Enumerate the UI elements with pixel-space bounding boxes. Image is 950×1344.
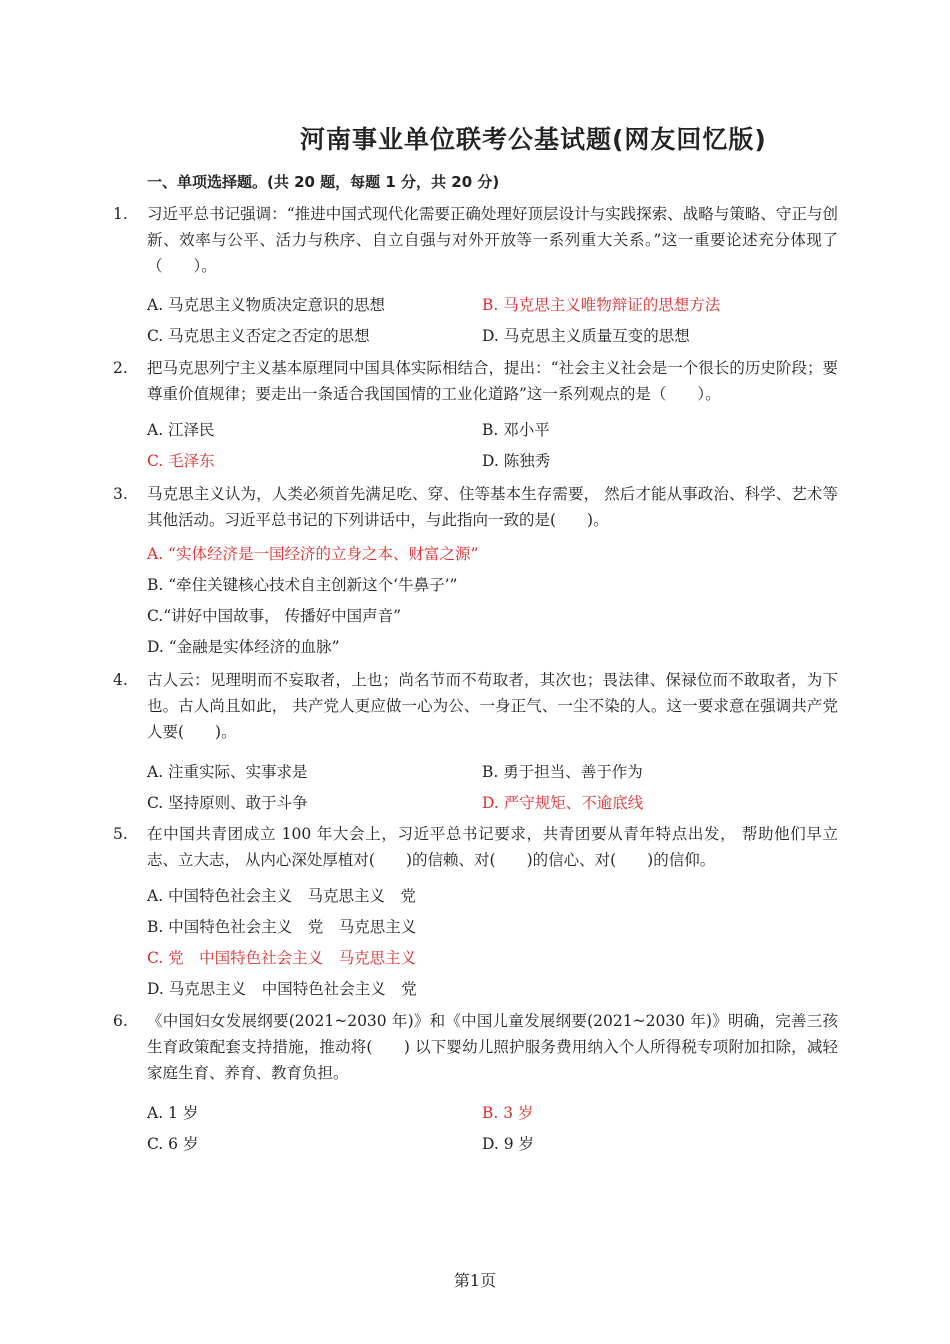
question-3 [113, 481, 838, 533]
option-b[interactable]: B. 邓小平 [482, 421, 550, 439]
section-heading: 一、单项选择题。(共 20 题，每题 1 分，共 20 分) [147, 173, 500, 191]
page-number: 第1页 [453, 1271, 497, 1290]
question-2 [113, 355, 838, 407]
option-d[interactable]: D. 马克思主义质量互变的思想 [482, 327, 690, 345]
option-b[interactable]: B. “牵住关键核心技术自主创新这个‘牛鼻子’” [147, 576, 458, 594]
question-number: 6. [113, 1012, 128, 1030]
document-title: 河南事业单位联考公基试题(网友回忆版) [300, 125, 767, 154]
option-a[interactable]: A. 1 岁 [147, 1104, 199, 1122]
option-d[interactable]: D. 9 岁 [482, 1135, 535, 1153]
option-d[interactable]: D. 陈独秀 [482, 452, 551, 470]
option-c[interactable]: C. 坚持原则、敢于斗争 [147, 794, 308, 812]
question-stem: 习近平总书记强调：“推进中国式现代化需要正确处理好顶层设计与实践探索、战略与策略、守正与创新、效率与公平、活力与秩序、自立自强与对外开放等一系列重大关系。”这一重要论述充分体现了（ ）。 [147, 205, 838, 275]
option-b-answer[interactable]: B. 马克思主义唯物辩证的思想方法 [482, 296, 721, 314]
option-a[interactable]: A. 注重实际、实事求是 [147, 763, 308, 781]
option-d[interactable]: D. “金融是实体经济的血脉” [147, 638, 340, 656]
question-stem: 在中国共青团成立 100 年大会上，习近平总书记要求，共青团要从青年特点出发， 帮助他们早立志、立大志， 从内心深处厚植对( )的信赖、对( )的信心、对( )的信仰。 [147, 825, 838, 869]
option-a[interactable]: A. 江泽民 [147, 421, 215, 439]
question-1 [113, 201, 838, 279]
option-b[interactable]: B. 中国特色社会主义 党 马克思主义 [147, 918, 417, 936]
question-stem: 《中国妇女发展纲要(2021~2030 年)》和《中国儿童发展纲要(2021~2030 年)》明确，完善三孩生育政策配套支持措施，推动将( ) 以下婴幼儿照护服务费用纳入个人所得税专项附加扣除，减轻家庭生育、养育、教育负担。 [147, 1012, 838, 1082]
question-number: 2. [113, 359, 128, 377]
question-4 [113, 667, 838, 745]
option-b-answer[interactable]: B. 3 岁 [482, 1104, 534, 1122]
option-c[interactable]: C.“讲好中国故事， 传播好中国声音” [147, 607, 402, 625]
question-6 [113, 1008, 838, 1086]
option-d[interactable]: D. 马克思主义 中国特色社会主义 党 [147, 980, 417, 998]
question-number: 5. [113, 825, 128, 843]
question-number: 3. [113, 485, 128, 503]
option-d-answer[interactable]: D. 严守规矩、不逾底线 [482, 794, 644, 812]
option-c-answer[interactable]: C. 党 中国特色社会主义 马克思主义 [147, 949, 417, 967]
option-a[interactable]: A. 中国特色社会主义 马克思主义 党 [147, 887, 417, 905]
option-c[interactable]: C. 马克思主义否定之否定的思想 [147, 327, 370, 345]
question-number: 4. [113, 671, 128, 689]
question-number: 1. [113, 205, 128, 223]
question-5 [113, 821, 838, 873]
question-stem: 马克思主义认为，人类必须首先满足吃、穿、住等基本生存需要， 然后才能从事政治、科学、艺术等其他活动。习近平总书记的下列讲话中，与此指向一致的是( )。 [147, 485, 838, 529]
question-stem: 把马克思列宁主义基本原理同中国具体实际相结合，提出：“社会主义社会是一个很长的历史阶段；要尊重价值规律；要走出一条适合我国国情的工业化道路”这一系列观点的是（ ）。 [147, 359, 838, 403]
option-b[interactable]: B. 勇于担当、善于作为 [482, 763, 643, 781]
option-c[interactable]: C. 6 岁 [147, 1135, 199, 1153]
option-c-answer[interactable]: C. 毛泽东 [147, 452, 215, 470]
option-a-answer[interactable]: A. “实体经济是一国经济的立身之本、财富之源” [147, 545, 479, 563]
option-a[interactable]: A. 马克思主义物质决定意识的思想 [147, 296, 386, 314]
question-stem: 古人云：见理明而不妄取者，上也；尚名节而不苟取者，其次也；畏法律、保禄位而不敢取者，为下也。古人尚且如此， 共产党人更应做一心为公、一身正气、一尘不染的人。这一要求意在强调共产党人要( )。 [147, 671, 838, 741]
